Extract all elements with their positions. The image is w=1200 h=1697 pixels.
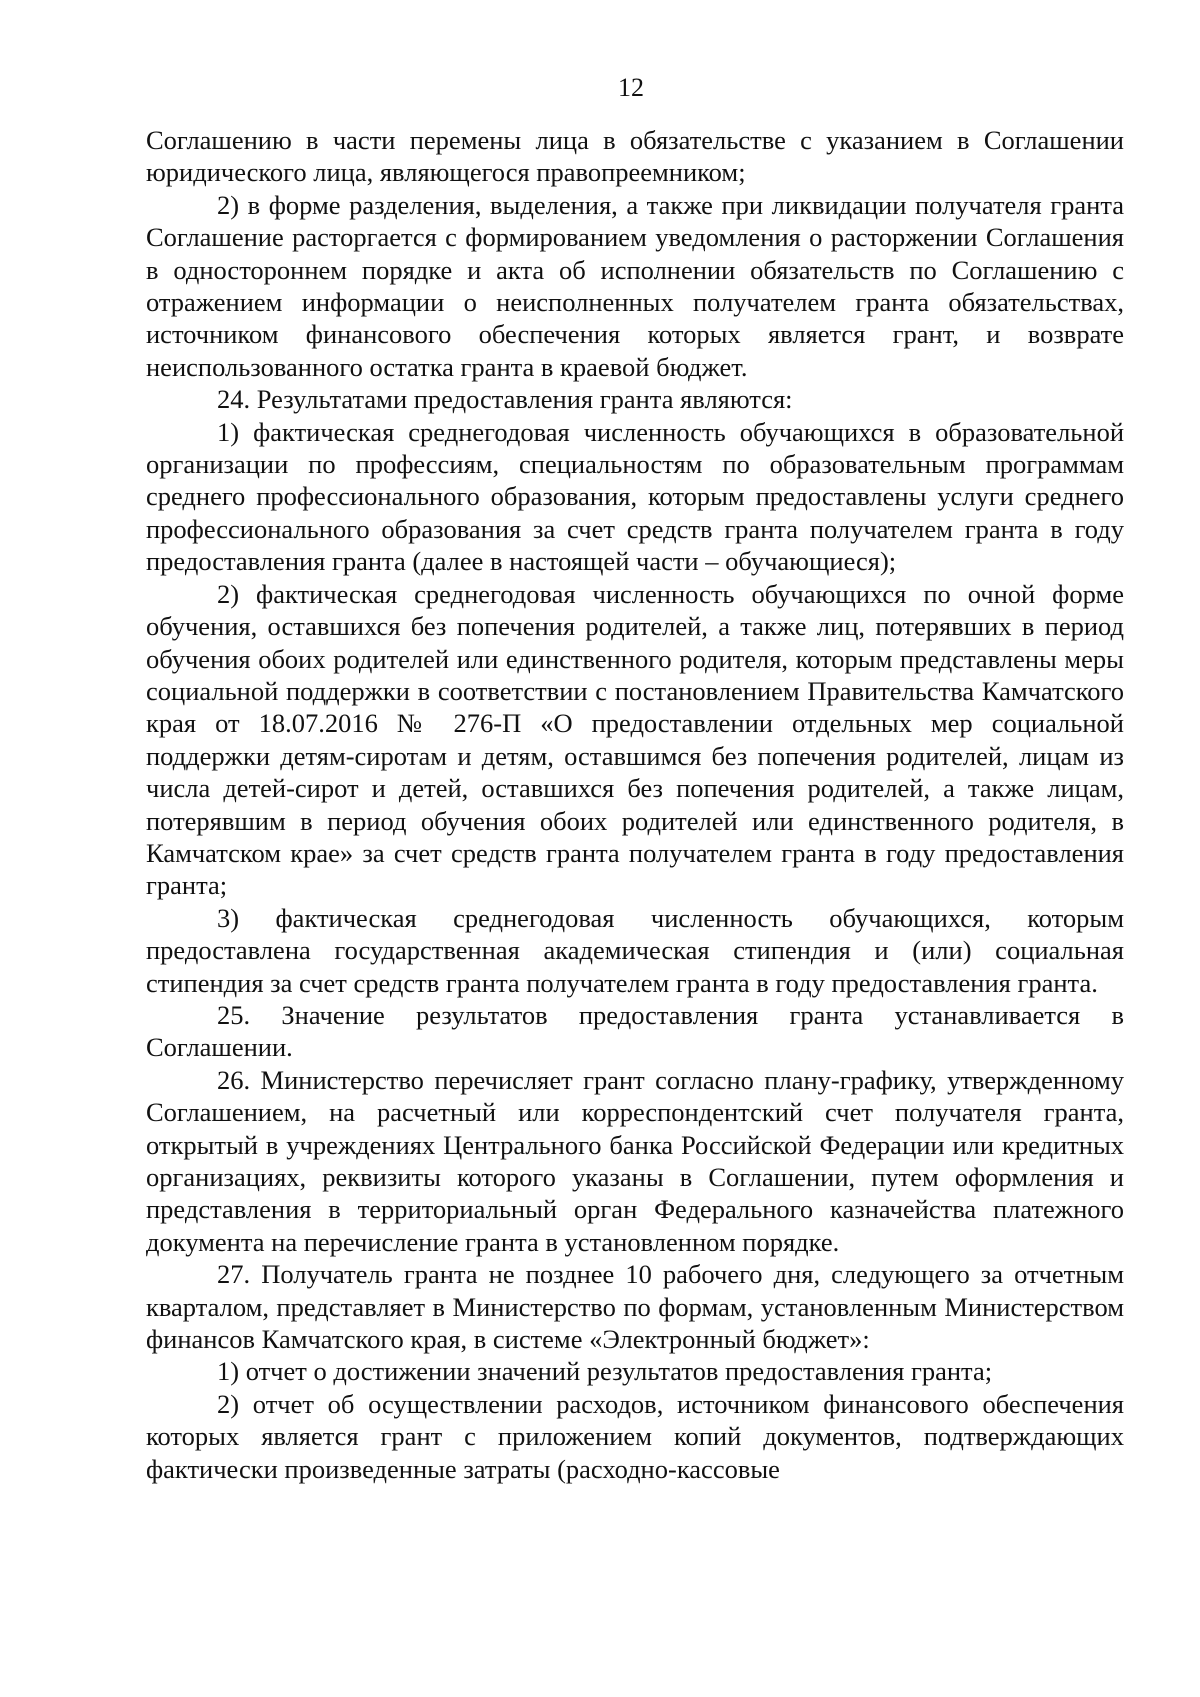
paragraph-item-2-reorganization: 2) в форме разделения, выделения, а также при ликвидации получателя гранта Соглашение расторгается с формированием уведомления о расторжении Соглашения в одностороннем порядке и акта об исполнении обязательств по Соглашению с отражением информации о неисполненных получателем гранта обязательствах, источником финансового обеспечения которых является грант, и возврате неиспользованного остатка гранта в краевой бюджет. <box>146 189 1124 382</box>
page-number: 12 <box>618 73 644 102</box>
paragraph-26: 26. Министерство перечисляет грант согласно плану-графику, утвержденному Соглашением, на расчетный или корреспондентский счет получателя гранта, открытый в учреждениях Центрального банка Российской Федерации или кредитных организациях, реквизиты которого указаны в Соглашении, путем оформления и представления в территориальный орган Федерального казначейства платежного документа на перечисление гранта в установленном порядке. <box>146 1064 1124 1257</box>
paragraph-24-results: 24. Результатами предоставления гранта являются: <box>217 384 793 415</box>
paragraph-24-item-2: 2) фактическая среднегодовая численность обучающихся по очной форме обучения, оставшихся без попечения родителей, а также лиц, потерявших в период обучения обоих родителей или единственного родителя, которым представлены меры социальной поддержки в соответствии с постановлением Правительства Камчатского края от 18.07.2016 № 276-П «О предоставлении отдельных мер социальной поддержки детям-сиротам и детям, оставшимся без попечения родителей, лицам из числа детей-сирот и детей, оставшихся без попечения родителей, а также лицам, потерявшим в период обучения обоих родителей или единственного родителя, в Камчатском крае» за счет средств гранта получателем гранта в году предоставления гранта; <box>146 578 1124 901</box>
paragraph-25: 25. Значение результатов предоставления гранта устанавливается в Соглашении. <box>146 999 1124 1063</box>
paragraph-continuation: Соглашению в части перемены лица в обязательстве с указанием в Соглашении юридического лица, являющегося правопреемником; <box>146 125 1124 188</box>
paragraph-27-item-1: 1) отчет о достижении значений результатов предоставления гранта; <box>217 1356 993 1387</box>
document-body <box>146 124 1124 1485</box>
paragraph-24-item-1: 1) фактическая среднегодовая численность обучающихся в образовательной организации по профессиям, специальностям по образовательным программам среднего профессионального образования, которым предоставлены услуги среднего профессионального образования за счет средств гранта получателем гранта в году предоставления гранта (далее в настоящей части – обучающиеся); <box>146 416 1124 577</box>
paragraph-27-item-2: 2) отчет об осуществлении расходов, источником финансового обеспечения которых является грант с приложением копий документов, подтверждающих фактически произведенные затраты (расходно-кассовые <box>146 1388 1124 1484</box>
paragraph-27: 27. Получатель гранта не позднее 10 рабочего дня, следующего за отчетным кварталом, представляет в Министерство по формам, установленным Министерством финансов Камчатского края, в системе «Электронный бюджет»: <box>146 1259 1124 1355</box>
paragraph-24-item-3: 3) фактическая среднегодовая численность обучающихся, которым предоставлена государственная академическая стипендия и (или) социальная стипендия за счет средств гранта получателем гранта в году предоставления гранта. <box>146 902 1124 998</box>
